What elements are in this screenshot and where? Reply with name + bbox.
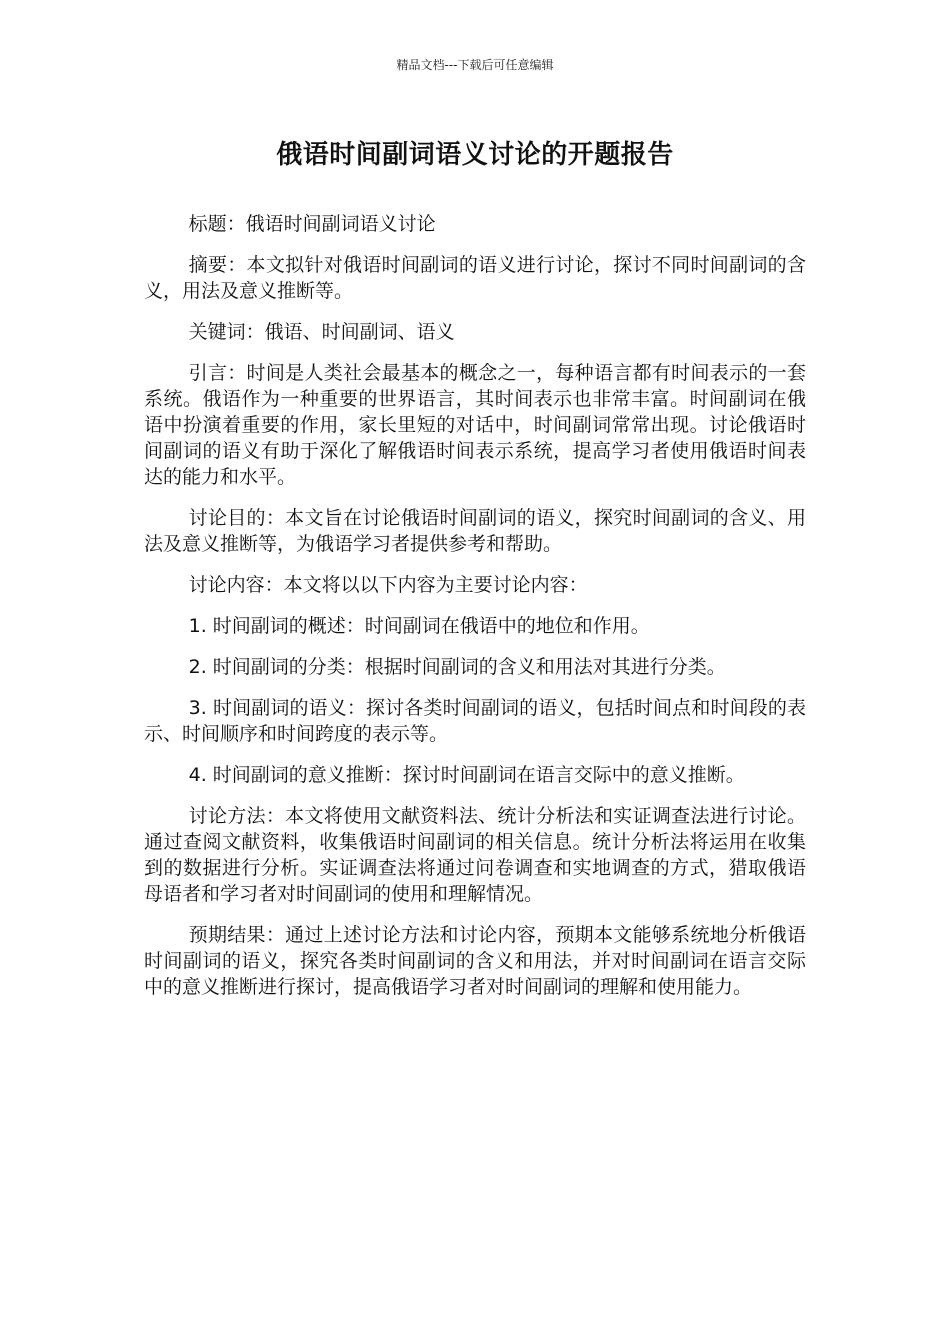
- paragraph-expected-results: 预期结果：通过上述讨论方法和讨论内容，预期本文能够系统地分析俄语时间副词的语义，探究各类时间副词的含义和用法，并对时间副词在语言交际中的意义推断进行探讨，提高俄语学习者对时间副词的理解和使用能力。: [144, 924, 806, 998]
- paragraph-content-intro: 讨论内容：本文将以以下内容为主要讨论内容：: [188, 574, 588, 596]
- paragraph-purpose: 讨论目的：本文旨在讨论俄语时间副词的语义，探究时间副词的含义、用法及意义推断等，为俄语学习者提供参考和帮助。: [144, 507, 806, 555]
- list-item-2: 2. 时间副词的分类：根据时间副词的含义和用法对其进行分类。: [188, 656, 726, 678]
- paragraph-methods: 讨论方法：本文将使用文献资料法、统计分析法和实证调查法进行讨论。通过查阅文献资料，收集俄语时间副词的相关信息。统计分析法将运用在收集到的数据进行分析。实证调查法将通过问卷调查和实地调查的方式，猎取俄语母语者和学习者对时间副词的使用和理解情况。: [144, 805, 806, 905]
- paragraph-abstract: 摘要：本文拟针对俄语时间副词的语义进行讨论，探讨不同时间副词的含义，用法及意义推断等。: [144, 254, 806, 302]
- document-body: [144, 211, 806, 1015]
- paragraph-introduction: 引言：时间是人类社会最基本的概念之一，每种语言都有时间表示的一套系统。俄语作为一种重要的世界语言，其时间表示也非常丰富。时间副词在俄语中扮演着重要的作用，家长里短的对话中，时间副词常常出现。讨论俄语时间副词的语义有助于深化了解俄语时间表示系统，提高学习者使用俄语时间表达的能力和水平。: [144, 362, 806, 488]
- list-item-1: 1. 时间副词的概述：时间副词在俄语中的地位和作用。: [188, 615, 650, 637]
- header-note: 精品文档---下载后可任意编辑: [396, 58, 554, 72]
- list-item-4: 4. 时间副词的意义推断：探讨时间副词在语言交际中的意义推断。: [188, 764, 745, 786]
- paragraph-title-line: 标题：俄语时间副词语义讨论: [188, 213, 436, 235]
- paragraph-keywords: 关键词：俄语、时间副词、语义: [188, 321, 455, 343]
- list-item-3: 3. 时间副词的语义：探讨各类时间副词的语义，包括时间点和时间段的表示、时间顺序和时间跨度的表示等。: [144, 697, 806, 745]
- document-title: 俄语时间副词语义讨论的开题报告: [276, 140, 674, 170]
